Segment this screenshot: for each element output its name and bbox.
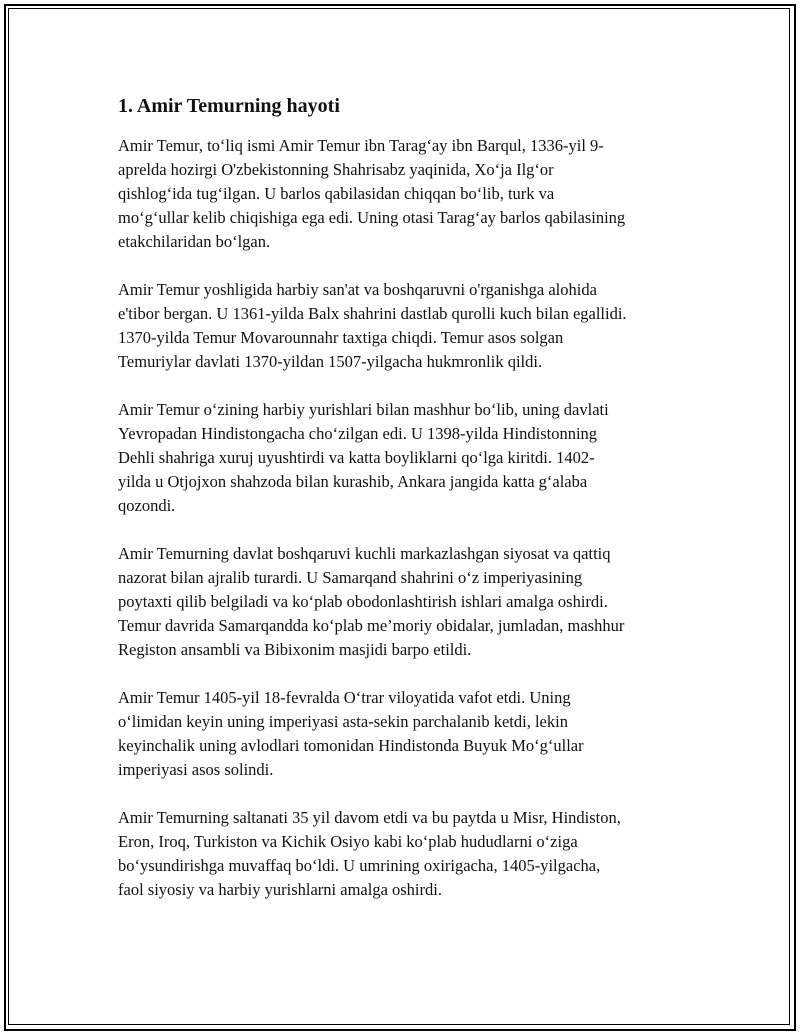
paragraph-line: qishlog‘ida tug‘ilgan. U barlos qabilasidan chiqqan bo‘lib, turk va bbox=[118, 184, 555, 203]
paragraph-line: qozondi. bbox=[118, 496, 176, 515]
paragraph-line: Temur davrida Samarqandda ko‘plab me’moriy obidalar, jumladan, mashhur bbox=[118, 616, 625, 635]
paragraph-line: Registon ansambli va Bibixonim masjidi barpo etildi. bbox=[118, 640, 472, 659]
paragraph-line: nazorat bilan ajralib turardi. U Samarqand shahrini o‘z imperiyasining bbox=[118, 568, 583, 587]
paragraph-line: Amir Temurning davlat boshqaruvi kuchli markazlashgan siyosat va qattiq bbox=[118, 544, 611, 563]
paragraph-line: o‘limidan keyin uning imperiyasi asta-sekin parchalanib ketdi, lekin bbox=[118, 712, 568, 731]
paragraph-line: mo‘g‘ullar kelib chiqishiga ega edi. Uning otasi Tarag‘ay barlos qabilasining bbox=[118, 208, 626, 227]
paragraph-line: 1370-yilda Temur Movarounnahr taxtiga chiqdi. Temur asos solgan bbox=[118, 328, 564, 347]
document-body bbox=[118, 92, 698, 926]
paragraph-line: yilda u Otjojxon shahzoda bilan kurashib, Ankara jangida katta g‘alaba bbox=[118, 472, 588, 491]
paragraph-6 bbox=[118, 806, 698, 902]
paragraph-line: Amir Temur o‘zining harbiy yurishlari bilan mashhur bo‘lib, uning davlati bbox=[118, 400, 609, 419]
paragraph-line: imperiyasi asos solindi. bbox=[118, 760, 274, 779]
paragraph-line: Amir Temur 1405-yil 18-fevralda O‘trar viloyatida vafot etdi. Uning bbox=[118, 688, 571, 707]
paragraph-3 bbox=[118, 398, 698, 518]
paragraph-line: poytaxti qilib belgiladi va ko‘plab obodonlashtirish ishlari amalga oshirdi. bbox=[118, 592, 608, 611]
paragraph-line: aprelda hozirgi O'zbekistonning Shahrisabz yaqinida, Xo‘ja Ilg‘or bbox=[118, 160, 554, 179]
paragraph-line: Temuriylar davlati 1370-yildan 1507-yilgacha hukmronlik qildi. bbox=[118, 352, 543, 371]
paragraph-4 bbox=[118, 542, 698, 662]
paragraph-1 bbox=[118, 134, 698, 254]
paragraph-line: etakchilaridan bo‘lgan. bbox=[118, 232, 271, 251]
paragraph-line: keyinchalik uning avlodlari tomonidan Hindistonda Buyuk Mo‘g‘ullar bbox=[118, 736, 584, 755]
paragraph-2 bbox=[118, 278, 698, 374]
paragraph-line: bo‘ysundirishga muvaffaq bo‘ldi. U umrining oxirigacha, 1405-yilgacha, bbox=[118, 856, 601, 875]
paragraph-line: Yevropadan Hindistongacha cho‘zilgan edi. U 1398-yilda Hindistonning bbox=[118, 424, 598, 443]
paragraph-line: Amir Temur yoshligida harbiy san'at va boshqaruvni o'rganishga alohida bbox=[118, 280, 597, 299]
paragraph-line: Eron, Iroq, Turkiston va Kichik Osiyo kabi ko‘plab hududlarni o‘ziga bbox=[118, 832, 578, 851]
paragraph-line: faol siyosiy va harbiy yurishlarni amalga oshirdi. bbox=[118, 880, 442, 899]
paragraph-line: Amir Temurning saltanati 35 yil davom etdi va bu paytda u Misr, Hindiston, bbox=[118, 808, 621, 827]
paragraph-5 bbox=[118, 686, 698, 782]
paragraph-line: e'tibor bergan. U 1361-yilda Balx shahrini dastlab qurolli kuch bilan egallidi. bbox=[118, 304, 627, 323]
document-title: 1. Amir Temurning hayoti bbox=[118, 95, 340, 117]
paragraph-line: Amir Temur, to‘liq ismi Amir Temur ibn Tarag‘ay ibn Barqul, 1336-yil 9- bbox=[118, 136, 604, 155]
paragraph-line: Dehli shahriga xuruj uyushtirdi va katta boyliklarni qo‘lga kiritdi. 1402- bbox=[118, 448, 595, 467]
